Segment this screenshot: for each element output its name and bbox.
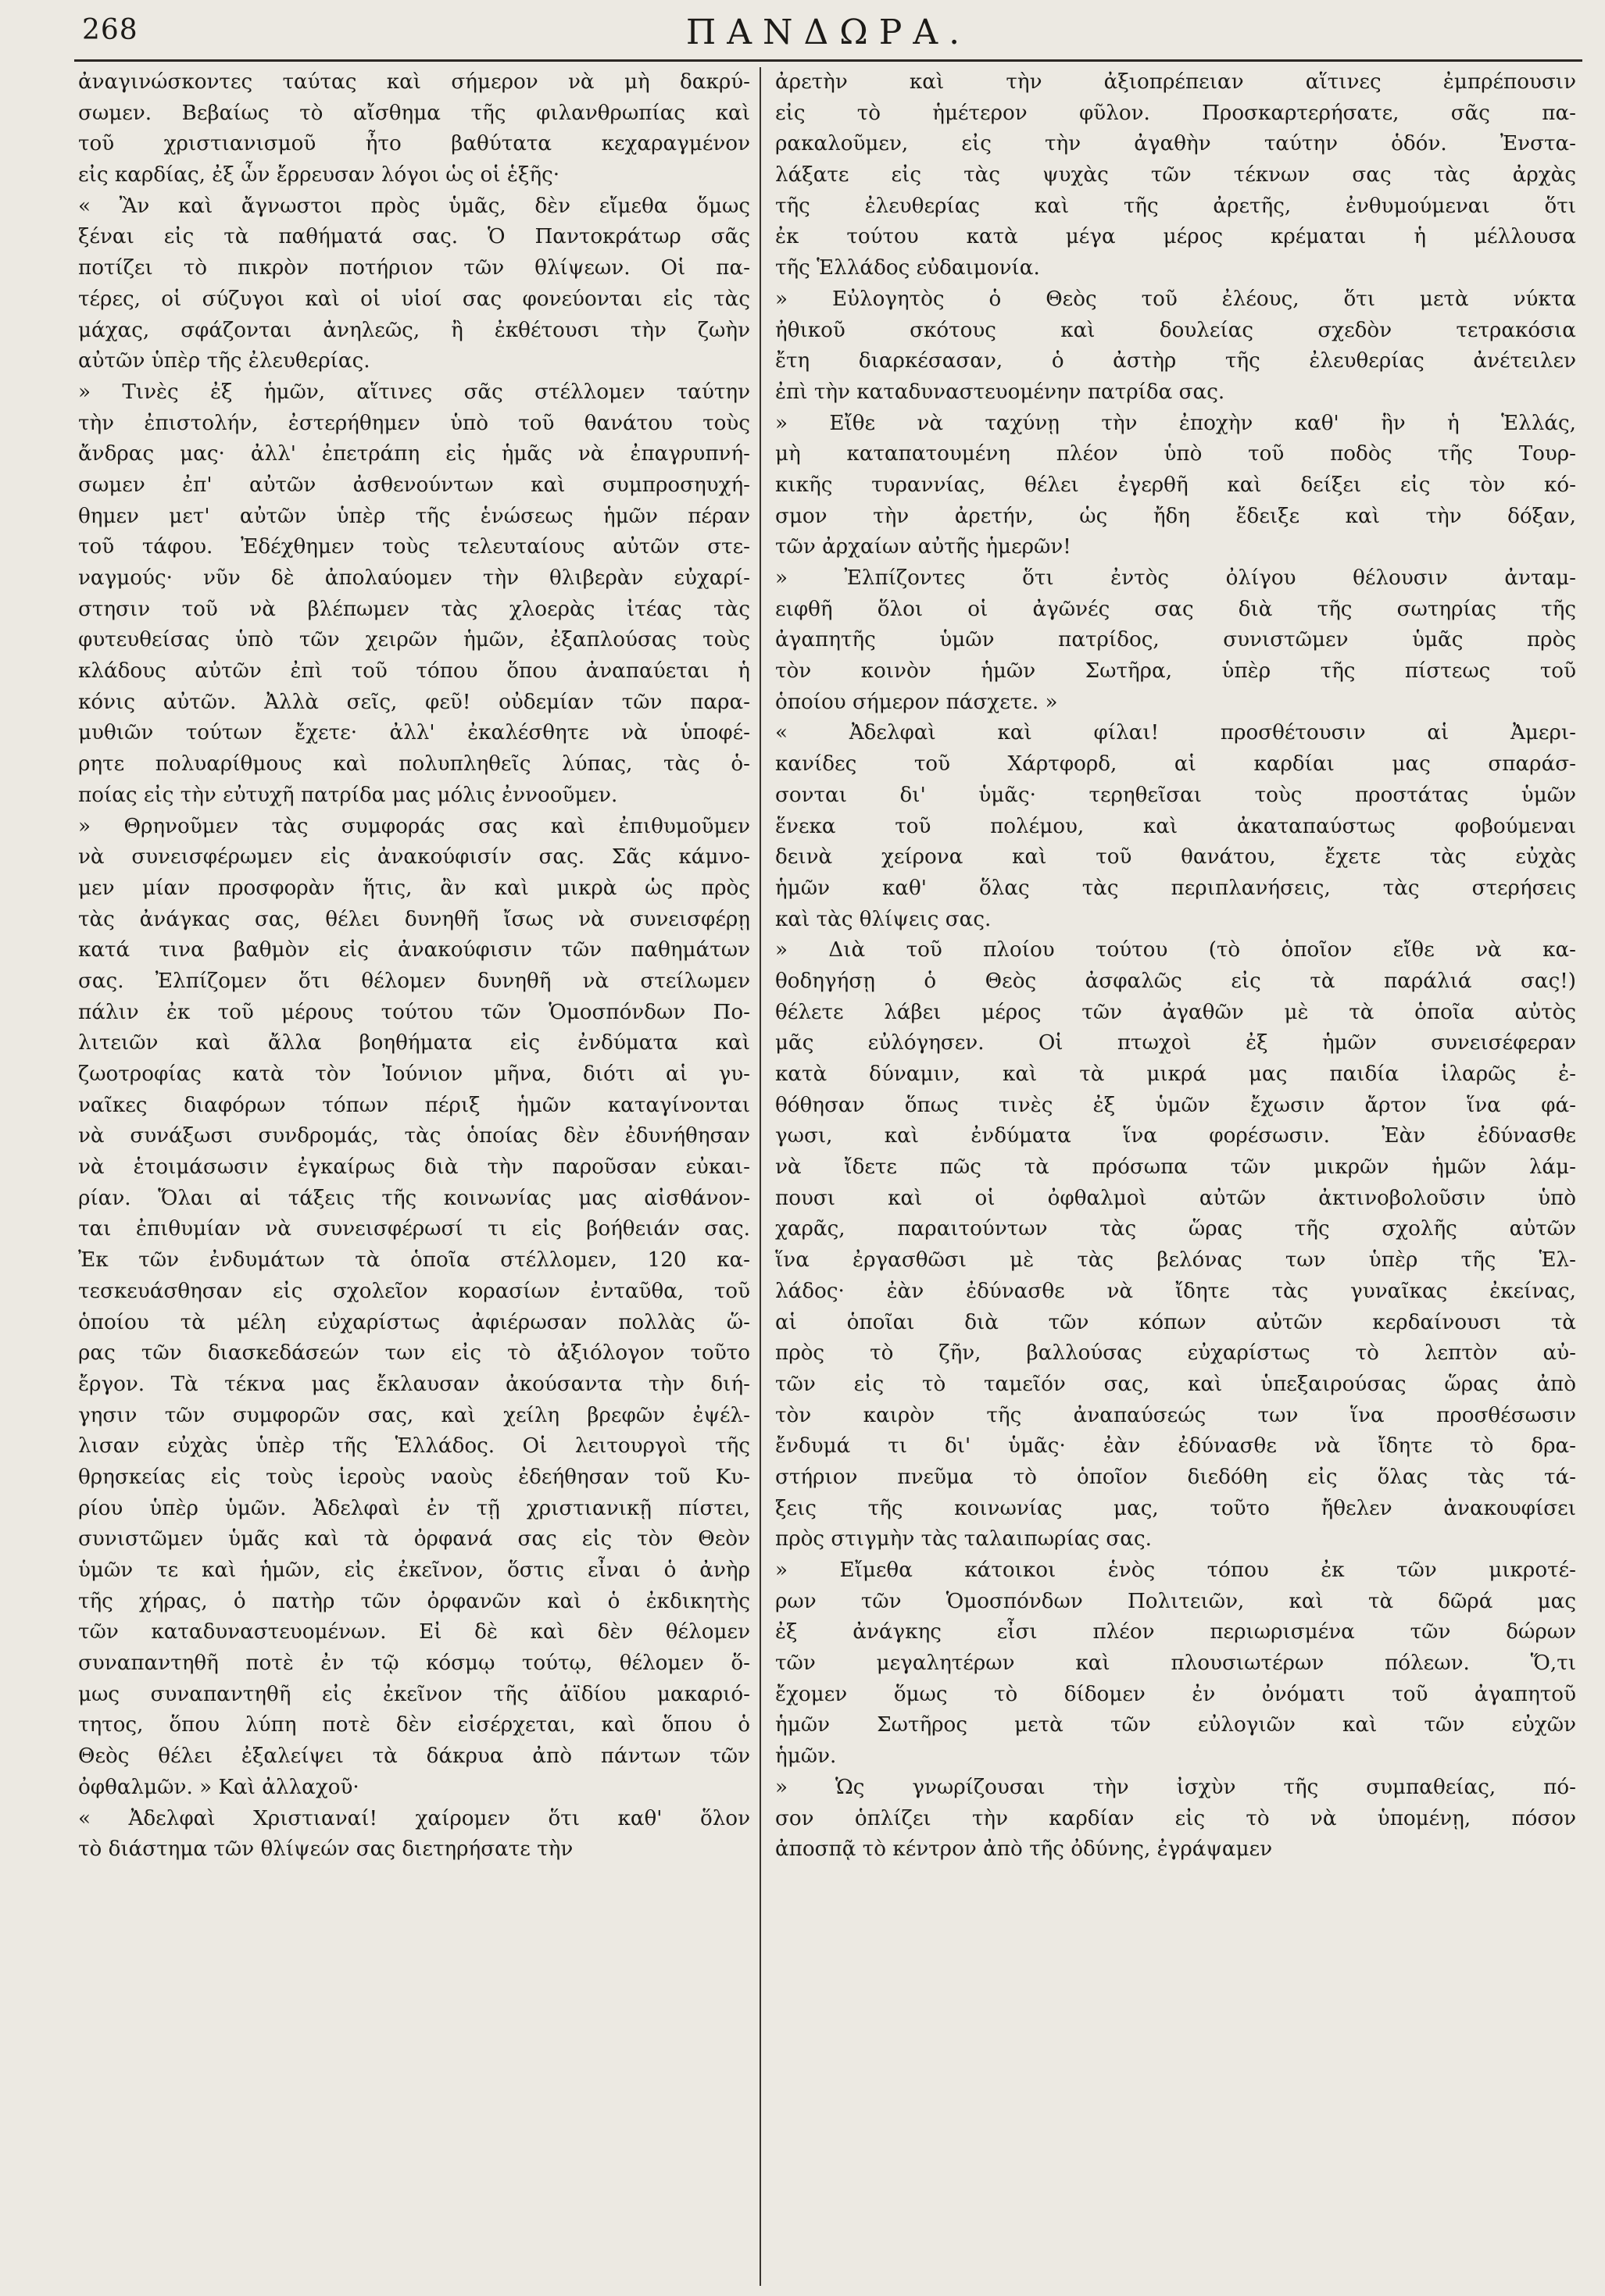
page-number: 268 <box>82 14 138 46</box>
text-line: ρων τῶν Ὁμοσπόνδων Πολιτειῶν, καὶ τὰ δῶρά μας <box>775 1589 1576 1613</box>
text-line: τεσκευάσθησαν εἰς σχολεῖον κορασίων ἐνταῦθα, τοῦ <box>78 1279 750 1303</box>
text-line: νὰ συνάξωσι συνδρομάς, τὰς ὁποίας δὲν ἐδυνήθησαν <box>78 1124 750 1148</box>
text-line: στησιν τοῦ νὰ βλέπωμεν τὰς χλοερὰς ἰτέας τὰς <box>78 597 750 621</box>
text-line: κικῆς τυραννίας, θέλει ἐγερθῆ καὶ δείξει εἰς τὸν κό- <box>775 473 1576 497</box>
text-line: τῆς Ἑλλάδος εὐδαιμονία. <box>775 256 1040 280</box>
text-line: » Τινὲς ἐξ ἡμῶν, αἵτινες σᾶς στέλλομεν ταύτην <box>78 380 750 404</box>
text-line: λιτειῶν καὶ ἄλλα βοηθήματα εἰς ἐνδύματα καὶ <box>78 1031 750 1055</box>
text-line: κατά τινα βαθμὸν εἰς ἀνακούφισιν τῶν παθημάτων <box>78 938 750 962</box>
text-line: τῶν ἀρχαίων αὐτῆς ἡμερῶν! <box>775 535 1071 559</box>
text-line: ρας τῶν διασκεδάσεών των εἰς τὸ ἀξιόλογον τοῦτο <box>78 1341 750 1366</box>
text-line: ἐπὶ τὴν καταδυναστευομένην πατρίδα σας. <box>775 380 1225 404</box>
text-line: θημεν μετ' αὐτῶν ὑπὲρ τῆς ἑνώσεως ἡμῶν πέραν <box>78 504 750 528</box>
text-line: ἡμῶν Σωτῆρος μετὰ τῶν εὐλογιῶν καὶ τῶν εὐχῶν <box>775 1713 1576 1737</box>
text-line: τὴν ἐπιστολήν, ἐστερήθημεν ὑπὸ τοῦ θανάτου τοὺς <box>78 411 750 435</box>
text-line: ναῖκες διαφόρων τόπων πέριξ ἡμῶν καταγίνονται <box>78 1093 750 1117</box>
text-line: ρητε πολυαρίθμους καὶ πολυπληθεῖς λύπας, τὰς ὁ- <box>78 752 750 777</box>
text-line: ται ἐπιθυμίαν νὰ συνεισφέρωσί τι εἰς βοήθειάν σας. <box>78 1217 750 1241</box>
text-line: σωμεν ἐπ' αὐτῶν ἀσθενούντων καὶ συμπροσηυχή- <box>78 473 750 497</box>
text-line: ἀγαπητῆς ὑμῶν πατρίδος, συνιστῶμεν ὑμᾶς πρὸς <box>775 628 1576 652</box>
text-line: ξέναι εἰς τὰ παθήματά σας. Ὁ Παντοκράτωρ σᾶς <box>78 225 750 249</box>
text-line: αἱ ὁποῖαι διὰ τῶν κόπων αὐτῶν κερδαίνουσι τὰ <box>775 1310 1576 1334</box>
text-line: ἔτη διαρκέσασαν, ὁ ἀστὴρ τῆς ἐλευθερίας ἀνέτειλεν <box>775 349 1576 373</box>
text-line: Θεὸς θέλει ἐξαλείψει τὰ δάκρυα ἀπὸ πάντων τῶν <box>78 1744 750 1769</box>
text-line: » Ὡς γνωρίζουσαι τὴν ἰσχὺν τῆς συμπαθείας, πό- <box>775 1775 1576 1799</box>
text-line: ειφθῆ ὅλοι οἱ ἀγῶνές σας διὰ τῆς σωτηρίας τῆς <box>775 597 1576 621</box>
text-line: τέρες, οἱ σύζυγοι καὶ οἱ υἱοί σας φονεύονται εἰς τὰς <box>78 287 750 311</box>
text-line: τὸν κοινὸν ἡμῶν Σωτῆρα, ὑπὲρ τῆς πίστεως τοῦ <box>775 659 1576 684</box>
page-header <box>74 9 1582 56</box>
text-line: » Εἴθε νὰ ταχύνῃ τὴν ἐποχὴν καθ' ἣν ἡ Ἑλλάς, <box>775 411 1576 435</box>
text-line: » Διὰ τοῦ πλοίου τούτου (τὸ ὁποῖον εἴθε νὰ κα- <box>775 938 1576 962</box>
text-line: συνιστῶμεν ὑμᾶς καὶ τὰ ὀρφανά σας εἰς τὸν Θεὸν <box>78 1527 750 1551</box>
text-line: » Εἴμεθα κάτοικοι ἑνὸς τόπου ἐκ τῶν μικροτέ- <box>775 1559 1576 1582</box>
text-line: ναγμούς· νῦν δὲ ἀπολαύομεν τὴν θλιβερὰν εὐχαρί- <box>78 566 750 590</box>
text-line: ρακαλοῦμεν, εἰς τὴν ἀγαθὴν ταύτην ὁδόν. Ἐνστα- <box>775 132 1576 156</box>
text-line: χαρᾶς, παραιτούντων τὰς ὥρας τῆς σχολῆς αὐτῶν <box>775 1217 1576 1241</box>
text-line: σας. Ἐλπίζομεν ὅτι θέλομεν δυνηθῆ νὰ στείλωμεν <box>78 969 750 993</box>
text-line: ἔνδυμά τι δι' ὑμᾶς· ἐὰν ἐδύνασθε νὰ ἴδητε τὸ δρα- <box>775 1434 1576 1459</box>
text-line: ἀναγινώσκοντες ταύτας καὶ σήμερον νὰ μὴ δακρύ- <box>78 70 750 94</box>
text-line: Ἐκ τῶν ἐνδυμάτων τὰ ὁποῖα στέλλομεν, 120 κα- <box>78 1248 750 1273</box>
text-line: λάξατε εἰς τὰς ψυχὰς τῶν τέκνων σας τὰς ἀρχὰς <box>775 163 1576 187</box>
text-line: κλάδους αὐτῶν ἐπὶ τοῦ τόπου ὅπου ἀναπαύεται ἡ <box>78 659 750 684</box>
text-line: θρησκείας εἰς τοὺς ἱεροὺς ναοὺς ἐδεήθησαν τοῦ Κυ- <box>78 1465 750 1489</box>
text-line: σον ὁπλίζει τὴν καρδίαν εἰς τὸ νὰ ὑπομένῃ, πόσον <box>775 1806 1576 1830</box>
text-line: πρὸς τὸ ζῆν, βαλλούσας εὐχαρίστως τὸ λεπτὸν αὐ- <box>775 1341 1576 1366</box>
text-line: τὰς ἀνάγκας σας, θέλει δυνηθῆ ἴσως νὰ συνεισφέρῃ <box>78 907 750 931</box>
text-line: εἰς τὸ ἡμέτερον φῦλον. Προσκαρτερήσατε, σᾶς πα- <box>775 101 1576 125</box>
text-line: » Εὐλογητὸς ὁ Θεὸς τοῦ ἐλέους, ὅτι μετὰ νύκτα <box>775 287 1576 311</box>
text-line: αὐτῶν ὑπὲρ τῆς ἐλευθερίας. <box>78 349 370 373</box>
text-line: τῶν μεγαλητέρων καὶ πλουσιωτέρων πόλεων. Ὅ,τι <box>775 1651 1576 1676</box>
text-line: μᾶς εὐλόγησεν. Οἱ πτωχοὶ ἐξ ἡμῶν συνεισέφεραν <box>775 1031 1576 1055</box>
text-line: νὰ συνεισφέρωμεν εἰς ἀνακούφισίν σας. Σᾶς κάμνο- <box>78 845 750 869</box>
text-line: θόθησαν ὅπως τινὲς ἐξ ὑμῶν ἔχωσιν ἄρτον ἵνα φά- <box>775 1093 1576 1117</box>
text-line: ξεις τῆς κοινωνίας μας, τοῦτο ἤθελεν ἀνακουφίσει <box>775 1496 1576 1520</box>
text-line: πρὸς στιγμὴν τὰς ταλαιπωρίας σας. <box>775 1527 1152 1551</box>
right-column <box>775 67 1576 2286</box>
text-line: μεν μίαν προσφορὰν ἥτις, ἂν καὶ μικρὰ ὡς πρὸς <box>78 876 750 900</box>
text-line: ἔχομεν ὅμως τὸ δίδομεν ἐν ὀνόματι τοῦ ἀγαπητοῦ <box>775 1682 1576 1706</box>
text-line: μυθιῶν τούτων ἔχετε· ἀλλ' ἐκαλέσθητε νὰ ὑποφέ- <box>78 721 750 745</box>
column-divider <box>760 67 761 2286</box>
text-line: καὶ τὰς θλίψεις σας. <box>775 907 992 931</box>
text-line: ἀποσπᾷ τὸ κέντρον ἀπὸ τῆς ὀδύνης, ἐγράψαμεν <box>775 1837 1273 1862</box>
text-line: στήριον πνεῦμα τὸ ὁποῖον διεδόθη εἰς ὅλας τὰς τά- <box>775 1465 1576 1489</box>
text-line: τῆς χήρας, ὁ πατὴρ τῶν ὀρφανῶν καὶ ὁ ἐκδικητὴς <box>78 1589 750 1613</box>
text-line: ρίαν. Ὅλαι αἱ τάξεις τῆς κοινωνίας μας αἰσθάνον- <box>78 1186 750 1210</box>
text-line: θοδηγήσῃ ὁ Θεὸς ἀσφαλῶς εἰς τὰ παράλιά σας!) <box>775 969 1576 993</box>
text-line: τὸ διάστημα τῶν θλίψεών σας διετηρήσατε τὴν <box>78 1837 574 1862</box>
text-line: ἡμῶν. <box>775 1744 837 1769</box>
text-line: μάχας, σφάζονται ἀνηλεῶς, ἢ ἐκθέτουσι τὴν ζωὴν <box>78 318 750 342</box>
text-line: ἕνεκα τοῦ πολέμου, καὶ ἀκαταπαύστως φοβούμεναι <box>775 814 1576 838</box>
header-rule <box>74 59 1582 62</box>
text-line: ζωοτροφίας κατὰ τὸν Ἰούνιον μῆνα, διότι αἱ γυ- <box>78 1062 750 1086</box>
text-line: τὸν καιρὸν τῆς ἀναπαύσεώς των ἵνα προσθέσωσιν <box>775 1403 1576 1427</box>
text-line: μὴ καταπατουμένη πλέον ὑπὸ τοῦ ποδὸς τῆς Τουρ- <box>775 442 1576 466</box>
text-line: σονται δι' ὑμᾶς· τερηθεῖσαι τοὺς προστάτας ὑμῶν <box>775 783 1576 807</box>
text-line: ἐκ τούτου κατὰ μέγα μέρος κρέμαται ἡ μέλλουσα <box>775 225 1576 249</box>
text-line: « Ἀδελφαὶ Χριστιαναί! χαίρομεν ὅτι καθ' ὅλον <box>78 1806 750 1830</box>
text-line: ἵνα ἐργασθῶσι μὲ τὰς βελόνας των ὑπὲρ τῆς Ἑλ- <box>775 1248 1576 1273</box>
text-line: σωμεν. Βεβαίως τὸ αἴσθημα τῆς φιλανθρωπίας καὶ <box>78 101 750 125</box>
text-line: ἀρετὴν καὶ τὴν ἀξιοπρέπειαν αἵτινες ἐμπρέπουσιν <box>775 70 1576 94</box>
text-line: γησιν τῶν συμφορῶν σας, καὶ χείλη βρεφῶν ἐψέλ- <box>78 1403 750 1427</box>
text-line: τῶν καταδυναστευομένων. Εἰ δὲ καὶ δὲν θέλομεν <box>78 1620 750 1644</box>
text-line: ἡμῶν καθ' ὅλας τὰς περιπλανήσεις, τὰς στερήσεις <box>775 876 1576 900</box>
text-line: ἄνδρας μας· ἀλλ' ἐπετράπη εἰς ἡμᾶς νὰ ἐπαγρυπνή- <box>78 442 750 466</box>
text-line: τῆς ἐλευθερίας καὶ τῆς ἀρετῆς, ἐνθυμούμεναι ὅτι <box>775 194 1576 218</box>
text-line: λάδος· ἐὰν ἐδύνασθε νὰ ἴδητε τὰς γυναῖκας ἐκείνας, <box>775 1279 1576 1303</box>
text-line: τοῦ χριστιανισμοῦ ἦτο βαθύτατα κεχαραγμένον <box>78 132 750 156</box>
text-line: γωσι, καὶ ἐνδύματα ἵνα φορέσωσιν. Ἐὰν ἐδύνασθε <box>775 1124 1576 1148</box>
text-line: εἰς καρδίας, ἐξ ὧν ἔρρευσαν λόγοι ὡς οἱ ἑξῆς· <box>78 163 560 187</box>
text-line: νὰ ἴδετε πῶς τὰ πρόσωπα τῶν μικρῶν ἡμῶν λάμ- <box>775 1155 1576 1180</box>
text-line: « Ἀδελφαὶ καὶ φίλαι! προσθέτουσιν αἱ Ἀμερι- <box>775 721 1576 745</box>
text-line: ὑμῶν τε καὶ ἡμῶν, εἰς ἐκεῖνον, ὅστις εἶναι ὁ ἀνὴρ <box>78 1559 750 1582</box>
text-line: νὰ ἑτοιμάσωσιν ἐγκαίρως διὰ τὴν παροῦσαν εὐκαι- <box>78 1155 750 1180</box>
text-line: ποτίζει τὸ πικρὸν ποτήριον τῶν θλίψεων. Οἱ πα- <box>78 256 750 280</box>
text-line: κατὰ δύναμιν, καὶ τὰ μικρά μας παιδία ἱλαρῶς ἐ- <box>775 1062 1576 1086</box>
text-line: δεινὰ χείρονα καὶ τοῦ θανάτου, ἔχετε τὰς εὐχὰς <box>775 845 1576 869</box>
text-line: » Θρηνοῦμεν τὰς συμφοράς σας καὶ ἐπιθυμοῦμεν <box>78 814 750 838</box>
text-line: ὁποίου σήμερον πάσχετε. » <box>775 690 1058 714</box>
text-line: φυτευθείσας ὑπὸ τῶν χειρῶν ἡμῶν, ἐξαπλούσας τοὺς <box>78 628 750 652</box>
text-line: ἔργον. Τὰ τέκνα μας ἔκλαυσαν ἀκούσαντα τὴν διή- <box>78 1372 750 1396</box>
text-line: ρίου ὑπὲρ ὑμῶν. Ἀδελφαὶ ἐν τῇ χριστιανικῇ πίστει, <box>78 1496 750 1520</box>
text-line: σμον τὴν ἀρετήν, ὡς ἤδη ἔδειξε καὶ τὴν δόξαν, <box>775 504 1576 528</box>
text-line: θέλετε λάβει μέρος τῶν ἀγαθῶν μὲ τὰ ὁποῖα αὐτὸς <box>775 1000 1576 1024</box>
text-line: τητος, ὅπου λύπη ποτὲ δὲν εἰσέρχεται, καὶ ὅπου ὁ <box>78 1713 750 1737</box>
text-line: πουσι καὶ οἱ ὀφθαλμοὶ αὐτῶν ἀκτινοβολοῦσιν ὑπὸ <box>775 1186 1576 1210</box>
text-line: ὁποίου τὰ μέλη εὐχαρίστως ἀφιέρωσαν πολλὰς ὥ- <box>78 1310 750 1334</box>
text-line: μως συναπαντηθῆ εἰς ἐκεῖνον τῆς ἀϊδίου μακαριό- <box>78 1682 750 1706</box>
text-line: ἠθικοῦ σκότους καὶ δουλείας σχεδὸν τετρακόσια <box>775 318 1576 342</box>
text-line: συναπαντηθῆ ποτὲ ἐν τῷ κόσμῳ τούτῳ, θέλομεν ὅ- <box>78 1651 750 1676</box>
text-line: πάλιν ἐκ τοῦ μέρους τούτου τῶν Ὁμοσπόνδων Πο- <box>78 1000 750 1024</box>
text-line: λισαν εὐχὰς ὑπὲρ τῆς Ἑλλάδος. Οἱ λειτουργοὶ τῆς <box>78 1434 750 1459</box>
running-title: ΠΑΝΔΩΡΑ. <box>685 12 971 52</box>
text-line: τῶν εἰς τὸ ταμεῖόν σας, καὶ ὑπεξαιρούσας ὥρας ἀπὸ <box>775 1372 1576 1396</box>
text-line: ὀφθαλμῶν. » Καὶ ἀλλαχοῦ· <box>78 1775 359 1799</box>
text-line: κανίδες τοῦ Χάρτφορδ, αἱ καρδίαι μας σπαράσ- <box>775 752 1576 777</box>
text-line: ποίας εἰς τὴν εὐτυχῆ πατρίδα μας μόλις ἐννοοῦμεν. <box>78 783 618 807</box>
text-line: ἐξ ἀνάγκης εἶσι πλέον περιωρισμένα τῶν δώρων <box>775 1620 1576 1644</box>
text-line: κόνις αὐτῶν. Ἀλλὰ σεῖς, φεῦ! οὐδεμίαν τῶν παρα- <box>78 690 750 714</box>
text-line: » Ἐλπίζοντες ὅτι ἐντὸς ὀλίγου θέλουσιν ἀνταμ- <box>775 566 1576 590</box>
text-line: τοῦ τάφου. Ἐδέχθημεν τοὺς τελευταίους αὐτῶν στε- <box>78 535 750 559</box>
left-column <box>78 67 750 2286</box>
text-line: « Ἂν καὶ ἄγνωστοι πρὸς ὑμᾶς, δὲν εἴμεθα ὅμως <box>78 194 750 218</box>
